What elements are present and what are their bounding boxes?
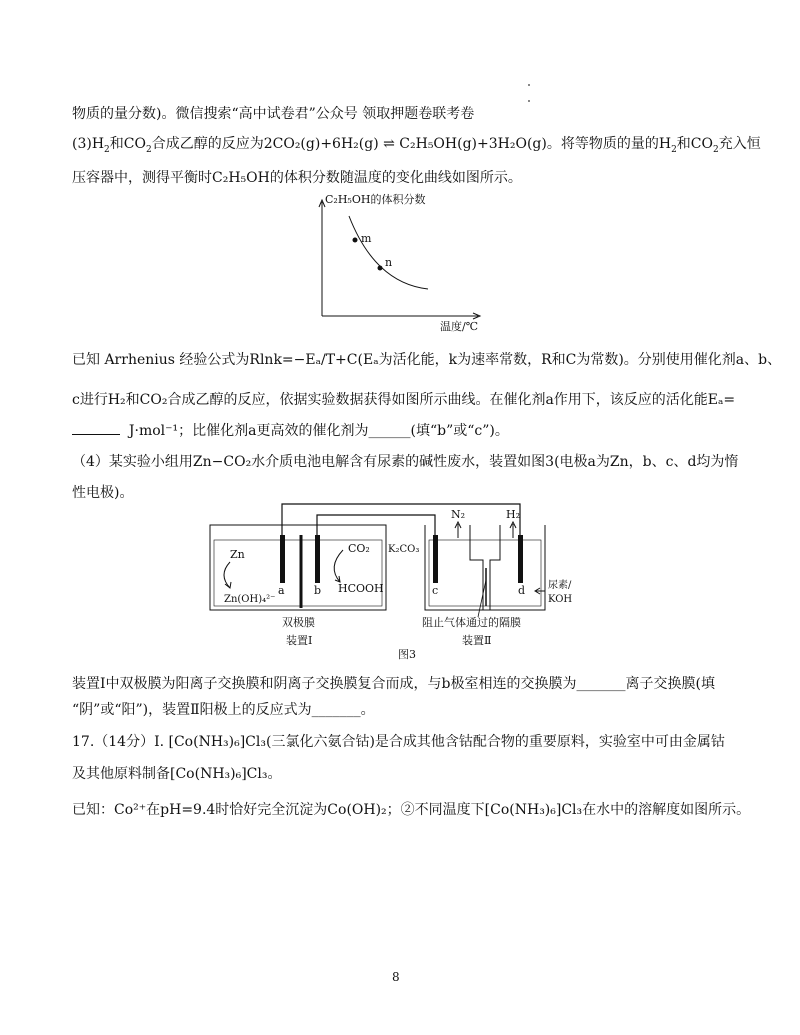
label-n: n	[385, 256, 393, 269]
paragraph-13: 已知：Co²⁺在pH=9.4时恰好完全沉淀为Co(OH)₂；②不同温度下[Co(NH₃)₆]Cl₃在水中的溶解度如图所示。	[72, 802, 751, 818]
label-koh: KOH	[548, 594, 573, 605]
membrane-leader	[478, 580, 486, 617]
reaction-equation: 2CO₂(g)+6H₂(g) ⇌ C₂H₅OH(g)+3H₂O(g)	[263, 136, 547, 152]
paragraph-6	[72, 420, 732, 442]
label-m: m	[361, 232, 372, 245]
scan-dot	[528, 84, 530, 86]
temperature-graph	[300, 188, 500, 338]
electrode-d	[518, 535, 523, 583]
scan-dot	[528, 100, 530, 102]
paragraph-7: （4）某实验小组用Zn−CO₂水介质电池电解含有尿素的碱性废水，装置如图3(电极a为Zn，b、c、d均为惰	[72, 454, 739, 470]
p4-b: (Eₐ为活化能，k为速率常数，R和C为常数)。分别使用催化剂a、b、	[357, 352, 782, 368]
electrode-b	[315, 535, 320, 583]
x-axis-label: 温度/℃	[440, 320, 479, 333]
paragraph-4	[72, 349, 782, 371]
label-bipolar: 双极膜	[282, 616, 315, 629]
partition	[470, 525, 500, 610]
label-hcooh: HCOOH	[338, 582, 384, 595]
paragraph-10: “阴”或“阳”)，装置Ⅱ阳极上的反应式为_______。	[72, 702, 375, 718]
label-c: c	[432, 584, 439, 597]
p2-b: 和CO	[109, 136, 146, 152]
point-m	[353, 238, 358, 243]
p2-a: (3)H	[72, 136, 105, 152]
electrode-a	[280, 535, 285, 583]
label-b: b	[314, 584, 322, 597]
label-urea: 尿素/	[548, 580, 572, 591]
p2-d: 。将等物质的量的H	[546, 136, 672, 152]
paragraph-3: 压容器中，测得平衡时C₂H₅OH的体积分数随温度的变化曲线如图所示。	[72, 170, 522, 186]
label-d: d	[518, 584, 526, 597]
label-membrane: 阻止气体通过的隔膜	[422, 616, 521, 629]
p2-f: 充入恒	[718, 136, 761, 152]
p2-e: 和CO	[676, 136, 713, 152]
page-number: 8	[392, 970, 400, 984]
label-n2: N₂	[451, 508, 466, 521]
paragraph-12: 及其他原料制备[Co(NH₃)₆]Cl₃。	[72, 766, 282, 782]
label-device2: 装置Ⅱ	[462, 634, 492, 647]
figure-caption: 图3	[398, 648, 416, 661]
zn-arrow	[224, 562, 230, 588]
point-n	[378, 266, 383, 271]
device2-box	[425, 525, 545, 610]
y-axis-label: C₂H₅OH的体积分数	[325, 193, 426, 206]
electrode-c	[433, 535, 438, 583]
label-a: a	[278, 584, 285, 597]
paragraph-1: 物质的量分数)。微信搜索“高中试卷君”公众号 领取押题卷联考卷	[72, 106, 475, 122]
p4-a: 已知 Arrhenius 经验公式为	[72, 352, 250, 368]
label-co2: CO₂	[348, 542, 370, 555]
co2-arrow	[334, 550, 343, 582]
paragraph-5: c进行H₂和CO₂合成乙醇的反应，依据实验数据获得如图所示曲线。在催化剂a作用下，该反应的活化能Eₐ=	[72, 392, 736, 408]
p6-text: J·mol⁻¹；比催化剂a更高效的催化剂为______(填“b”或“c”)。	[128, 423, 509, 439]
paragraph-8: 性电极)。	[72, 485, 134, 501]
paragraph-9: 装置Ⅰ中双极膜为阳离子交换膜和阴离子交换膜复合而成，与b极室相连的交换膜为_______离子交换膜(填	[72, 676, 715, 692]
figure-3	[200, 500, 600, 665]
label-k2co3: K₂CO₃	[388, 544, 420, 555]
paragraph-11: 17.（14分）Ⅰ. [Co(NH₃)₆]Cl₃(三氯化六氨合钴)是合成其他含钴配合物的重要原料，实验室中可由金属钴	[72, 734, 725, 750]
curve	[349, 216, 428, 289]
label-znoh4: Zn(OH)₄²⁻	[224, 594, 276, 605]
label-device1: 装置Ⅰ	[286, 634, 313, 647]
p2-c: 合成乙醇的反应为	[151, 136, 264, 152]
paragraph-2: $(3)H_2$和$CO_2$合成乙醇的反应为2CO₂(g)+6H₂(g) ⇌ C₂H₅OH(g)+3H₂O(g)。将等物质的量的$H_2$和$CO_2$充入恒	[72, 136, 761, 155]
label-zn: Zn	[230, 548, 245, 561]
arrhenius-formula: Rlnk=−Eₐ/T+C	[249, 352, 358, 368]
wire-outer	[282, 504, 520, 535]
label-h2: H₂	[506, 508, 521, 521]
blank-activation-energy	[72, 434, 120, 435]
